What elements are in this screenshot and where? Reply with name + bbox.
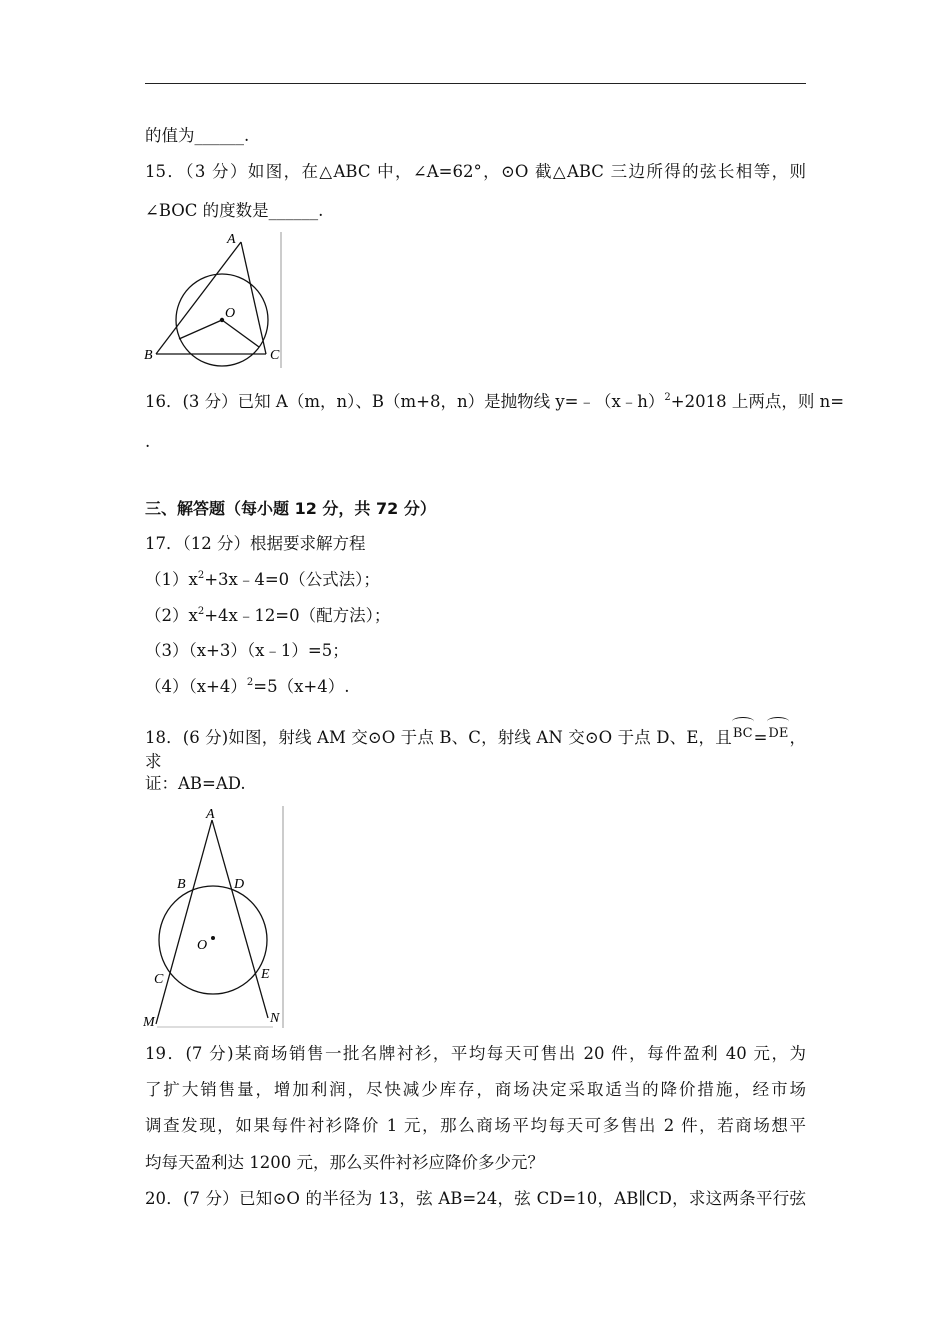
label-A: A [206, 807, 215, 822]
q17-4-a: （4）（x+4） [145, 677, 247, 696]
figure-15-triangle-circle [143, 232, 283, 368]
q17-4-b: =5（x+4）. [253, 677, 350, 696]
figure-18-rays-circle [143, 806, 285, 1028]
q17-2-a: （2）x [145, 606, 198, 625]
q16-tail: +2018 上两点，则 n= [670, 392, 845, 411]
question-17-text: 17．（12 分）根据要求解方程 [145, 534, 366, 553]
question-19-line-4: 均每天盈利达 1200 元，那么买件衬衫应降价多少元？ [145, 1153, 544, 1172]
q17-2-b: +4x﹣12=0（配方法）； [204, 606, 391, 625]
q18-main: 18．(6 分)如图，射线 AM 交⊙O 于点 B、C，射线 AN 交⊙O 于点 D、E，且 [145, 728, 732, 747]
question-19-line-2: 了扩大销售量，增加利润，尽快减少库存，商场决定采取适当的降价措施，经市场 [145, 1080, 806, 1099]
question-17-part-1 [145, 568, 380, 592]
label-O: O [225, 306, 236, 321]
arc-de: DE [767, 722, 789, 746]
question-17-part-4 [145, 675, 349, 699]
q18-equals: = [753, 728, 768, 747]
question-15-text: 15．（3 分）如图，在△ABC 中，∠A=62°，⊙O 截△ABC 三边所得的弦长相等，则 [145, 162, 806, 181]
question-15-text-cont: ∠BOC 的度数是______. [145, 201, 324, 220]
q18-tail: ，求 [145, 728, 806, 771]
q17-2-exponent: 2 [197, 606, 205, 617]
question-17-part-2 [145, 604, 390, 628]
question-19-line-3: 调查发现，如果每件衬衫降价 1 元，那么商场平均每天可多售出 2 件，若商场想平 [145, 1116, 806, 1135]
question-16-text [145, 390, 844, 414]
question-18-text-cont: 证：AB=AD. [145, 774, 246, 793]
label-N: N [270, 1011, 280, 1026]
question-17-part-3: （3）（x+3）（x﹣1）=5； [145, 641, 349, 660]
question-19-line-1: 19．(7 分)某商场销售一批名牌衬衫，平均每天可售出 20 件，每件盈利 40 元，为 [145, 1044, 806, 1063]
text-line: 的值为______. [145, 126, 250, 145]
label-O: O [197, 938, 208, 953]
label-B: B [144, 348, 153, 363]
label-A: A [227, 232, 236, 247]
question-16-dot: . [145, 432, 151, 451]
section-heading: 三、解答题（每小题 12 分，共 72 分） [145, 499, 436, 518]
label-D: D [234, 877, 245, 892]
question-18-text [145, 722, 806, 774]
q16-main: 16．(3 分）已知 A（m，n）、B（m+8，n）是抛物线 y=﹣（x﹣h） [145, 392, 665, 411]
q17-1-b: +3x﹣4=0（公式法）； [204, 570, 380, 589]
q17-1-exponent: 2 [197, 570, 205, 581]
q17-1-a: （1）x [145, 570, 198, 589]
label-C: C [270, 348, 280, 363]
question-20-line-1: 20．(7 分）已知⊙O 的半径为 13，弦 AB=24，弦 CD=10，AB∥CD，求这两条平行弦 [145, 1189, 806, 1208]
q16-exponent: 2 [664, 392, 671, 403]
label-E: E [261, 967, 270, 982]
q17-4-exponent: 2 [246, 677, 254, 688]
label-C: C [154, 972, 164, 987]
arc-bc: BC [732, 722, 754, 746]
label-M: M [143, 1015, 155, 1028]
label-B: B [177, 877, 186, 892]
header-rule [145, 83, 806, 84]
